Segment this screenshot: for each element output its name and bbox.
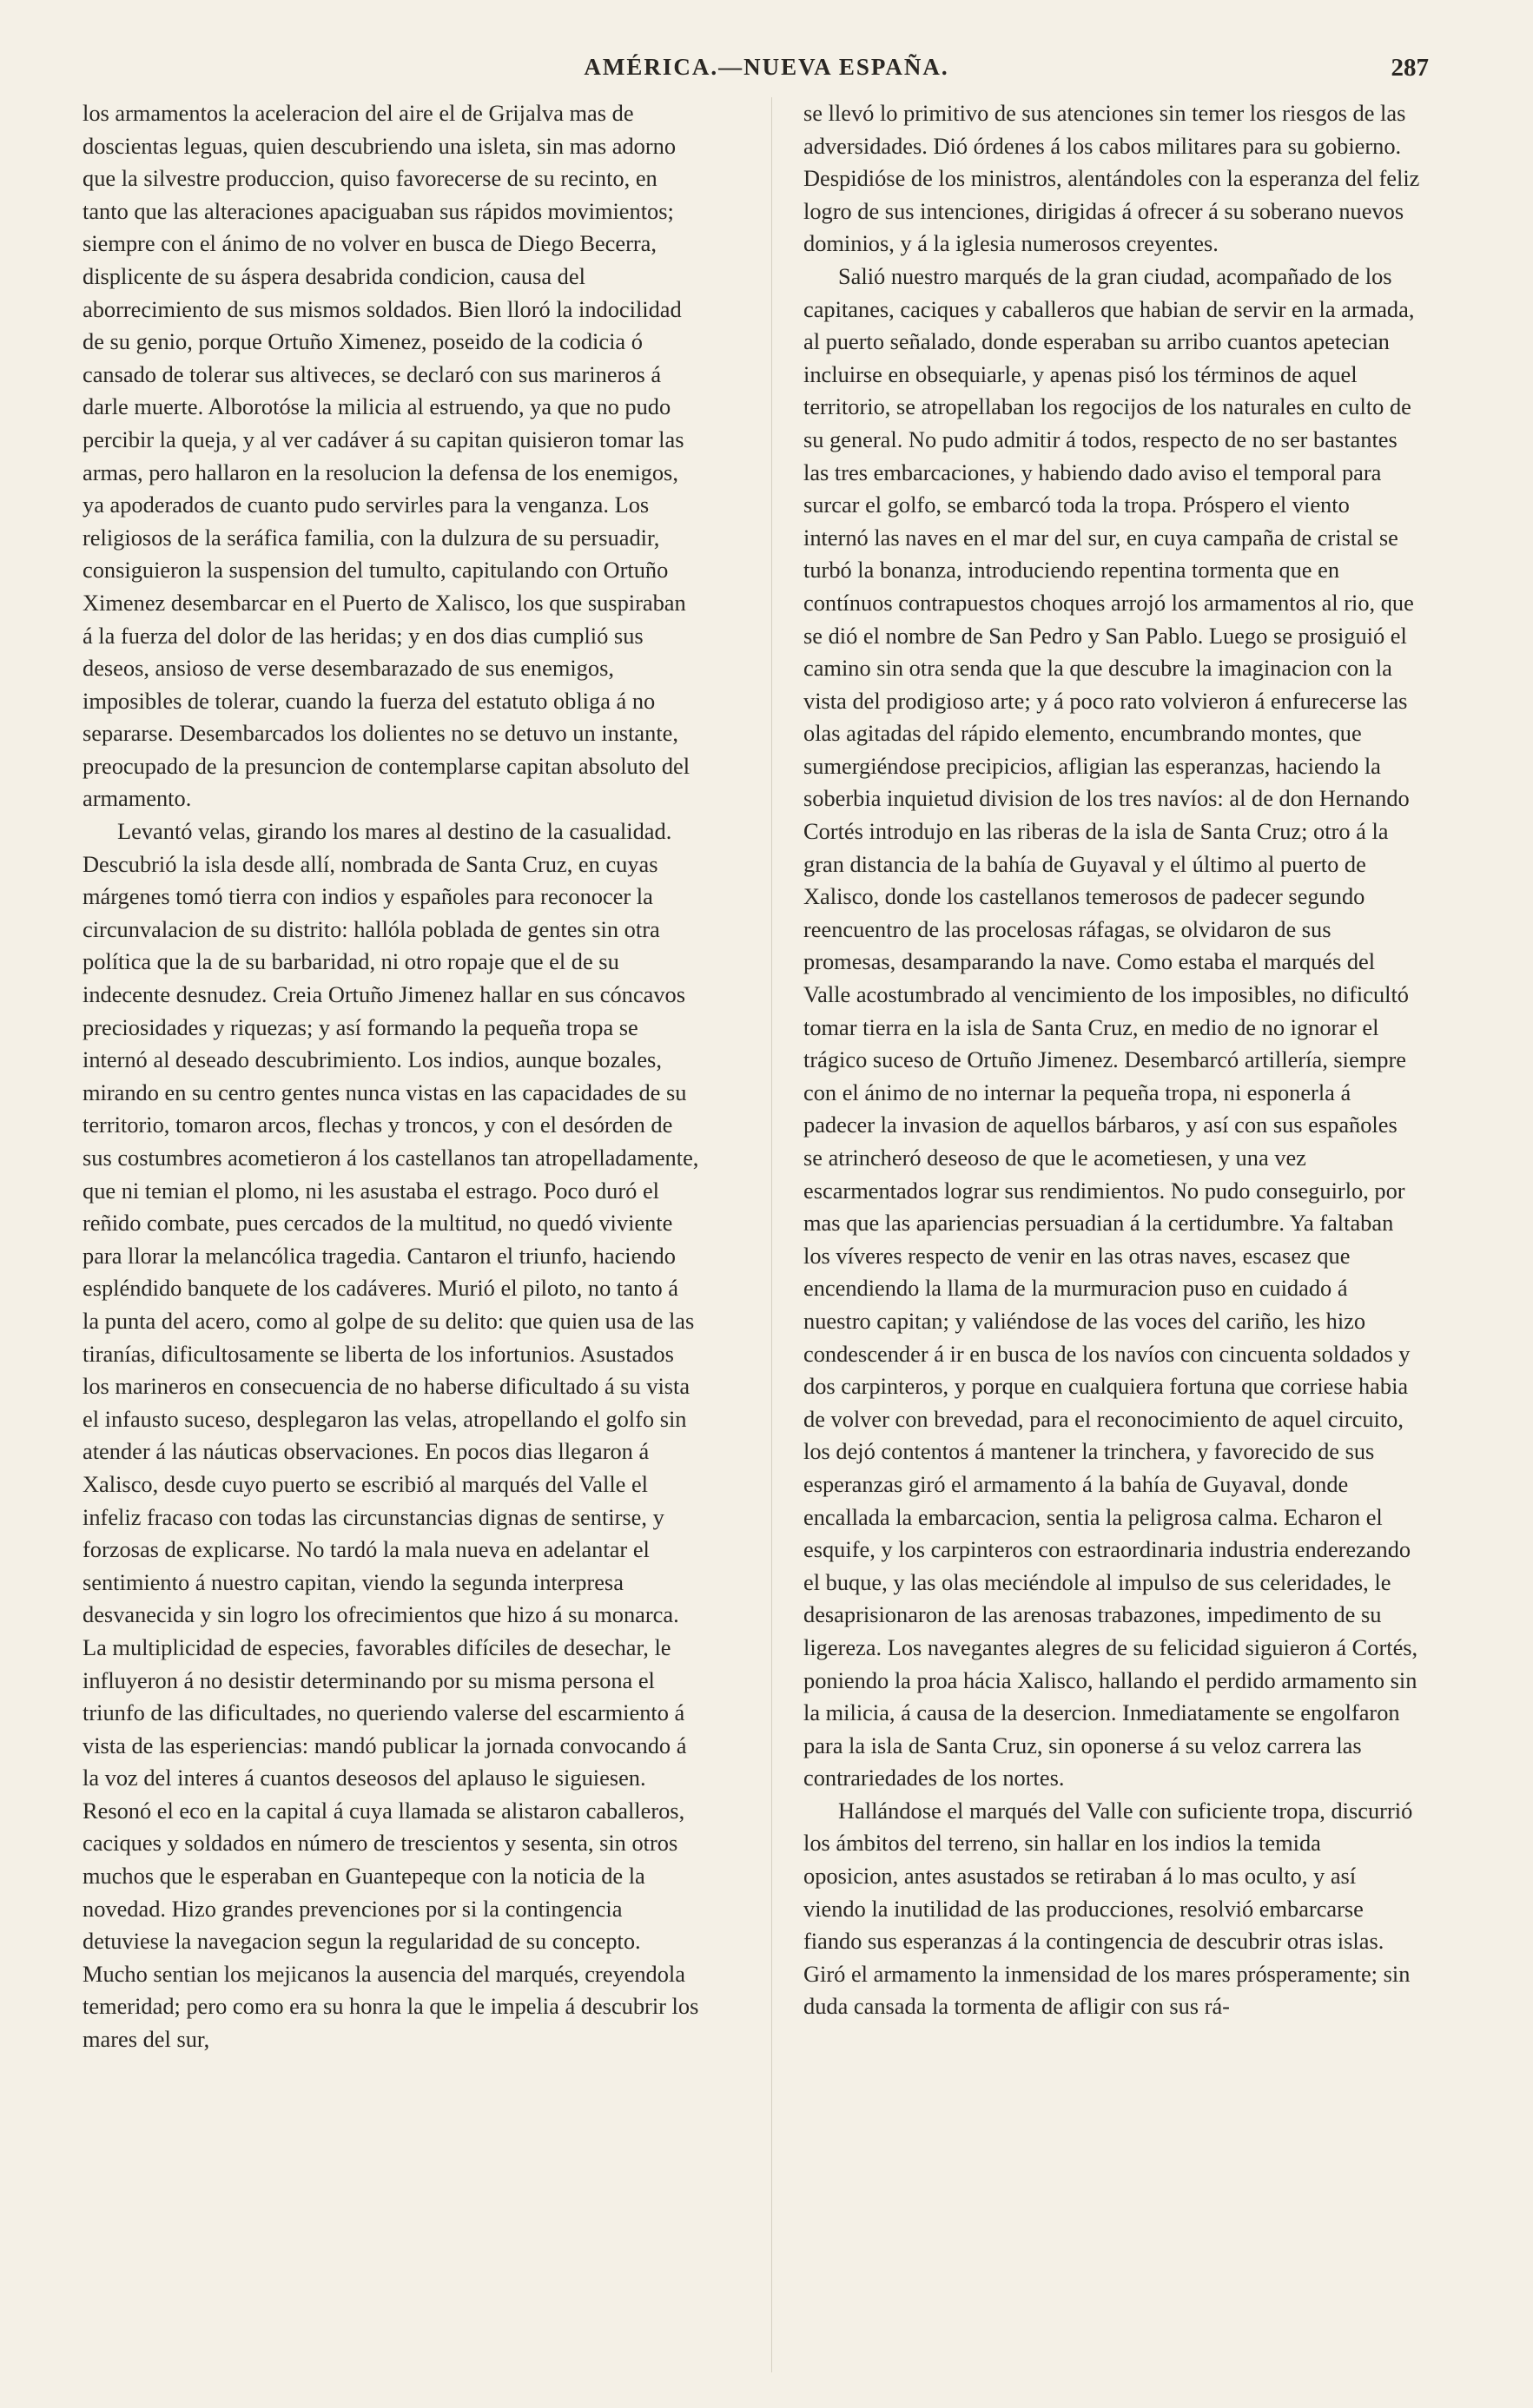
left-column — [83, 97, 699, 2056]
paragraph-text: Salió nuestro marqués de la gran ciudad, acompañado de los capitanes, caciques y caballeros que habian de servir en la armada, al puerto señalado, donde esperaban su arribo cuantos apetecian incluirse en obsequiarle, y apenas pisó los términos de aquel territorio, se atropellaban los regocijos de los naturales en culto de su general. No pudo admitir á todos, respecto de no ser bastantes las tres embarcaciones, y habiendo dado aviso el temporal para surcar el golfo, se embarcó toda la tropa. Próspero el viento internó las naves en el mar del sur, en cuya campaña de cristal se turbó la bonanza, introduciendo repentina tormenta que en contínuos contrapuestos choques arrojó los armamentos al rio, que se dió el nombre de San Pedro y San Pablo. Luego se prosiguió el camino sin otra senda que la que descubre la imaginacion con la vista del prodigioso arte; y á poco rato volvieron á enfurecerse las olas agitadas del rápido elemento, encumbrando montes, que sumergiéndose precipicios, afligian las esperanzas, haciendo la soberbia inquietud division de los tres navíos: al de don Hernando Cortés introdujo en las riberas de la isla de Santa Cruz; otro á la gran distancia de la bahía de Guyaval y el último al puerto de Xalisco, donde los castellanos temerosos de padecer segundo reencuentro de las procelosas ráfagas, se olvidaron de sus promesas, desamparando la nave. Como estaba el marqués del Valle acostumbrado al vencimiento de los imposibles, no dificultó tomar tierra en la isla de Santa Cruz, en medio de no ignorar el trágico suceso de Ortuño Jimenez. Desembarcó artillería, siempre con el ánimo de no internar la pequeña tropa, ni esponerla á padecer la invasion de aquellos bárbaros, y así con sus españoles se atrincheró deseoso de que le acometiesen, y una vez escarmentados lograr sus rendimientos. No pudo conseguirlo, por mas que las apariencias persuadian á la certidumbre. Ya faltaban los víveres respecto de venir en las otras naves, escasez que encendiendo la llama de la murmuracion puso en cuidado á nuestro capitan; y valiéndose de las voces del cariño, les hizo condescender á ir en busca de los navíos con cincuenta soldados y dos carpinteros, y porque en cualquiera fortuna que corriese habia de volver con brevedad, para el reconocimiento de aquel circuito, los dejó contentos á mantener la trinchera, y favorecido de sus esperanzas giró el armamento á la bahía de Guyaval, donde encallada la embarcacion, sentia la peligrosa calma. Echaron el esquife, y los carpinteros con estraordinaria industria enderezando el buque, y las olas meciéndole al impulso de sus celeridades, le desaprisionaron de las arenosas trabazones, impedimento de su ligereza. Los navegantes alegres de su felicidad siguieron á Cortés, poniendo la proa hácia Xalisco, hallando el perdido armamento sin la milicia, á causa de la desercion. Inmediatamente se engolfaron para la isla de Santa Cruz, sin oponerse á su veloz carrera las contrariedades de los nortes. — [803, 262, 1418, 1791]
column-gutter — [771, 97, 772, 2372]
paragraph — [83, 815, 699, 2056]
paragraph-text: los armamentos la aceleracion del aire el de Grijalva mas de doscientas leguas, quien descubriendo una isleta, sin mas adorno que la silvestre produccion, quiso favorecerse de su recinto, en tanto que las alteraciones apaciguaban sus rápidos movimientos; siempre con el ánimo de no volver en busca de Diego Becerra, displicente de su áspera desabrida condicion, causa del aborrecimiento de sus mismos soldados. Bien lloró la indocilidad de su genio, porque Ortuño Ximenez, poseido de la codicia ó cansado de tolerar sus altiveces, se declaró con sus marineros á darle muerte. Alborotóse la milicia al estruendo, ya que no pudo percibir la queja, y al ver cadáver á su capitan quisieron tomar las armas, pero hallaron en la resolucion la defensa de los enemigos, ya apoderados de cuanto pudo servirles para la venganza. Los religiosos de la seráfica familia, con la dulzura de su persuadir, consiguieron la suspension del tumulto, capitulando con Ortuño Ximenez desembarcar en el Puerto de Xalisco, los que suspiraban á la fuerza del dolor de las heridas; y en dos dias cumplió sus deseos, ansioso de verse desembarazado de sus enemigos, imposibles de tolerar, cuando la fuerza del estatuto obliga á no separarse. Desembarcados los dolientes no se detuvo un instante, preocupado de la presuncion de contemplarse capitan absoluto del armamento. — [83, 100, 691, 812]
right-column — [803, 97, 1420, 2023]
paragraph-text: Hallándose el marqués del Valle con suficiente tropa, discurrió los ámbitos del terreno, sin hallar en los indios la temida oposicion, antes asustados se retiraban á lo mas oculto, y así viendo la inutilidad de las producciones, resolvió embarcarse fiando sus esperanzas á la contingencia de descubrir otras islas. Giró el armamento la inmensidad de los mares prósperamente; sin duda cansada la tormenta de afligir con sus rá- — [803, 1797, 1413, 2020]
page-header — [104, 54, 1429, 89]
paragraph — [803, 1795, 1420, 2023]
page-number: 287 — [1391, 54, 1429, 82]
paragraph-text: se llevó lo primitivo de sus atenciones sin temer los riesgos de las adversidades. Dió órdenes á los cabos militares para su gobierno. Despidióse de los ministros, alentándoles con la esperanza del feliz logro de sus intenciones, dirigidas á ofrecer á su soberano nuevos dominios, y á la iglesia numerosos creyentes. — [803, 100, 1420, 257]
paragraph — [803, 97, 1420, 261]
running-title: AMÉRICA.—NUEVA ESPAÑA. — [584, 54, 949, 80]
paragraph — [83, 97, 699, 815]
paragraph-text: Levantó velas, girando los mares al destino de la casualidad. Descubrió la isla desde allí, nombrada de Santa Cruz, en cuyas márgenes tomó tierra con indios y españoles para reconocer la circunvalacion de su distrito: hallóla poblada de gentes sin otra política que la de su barbaridad, ni otro ropaje que el de su indecente desnudez. Creia Ortuño Jimenez hallar en sus cóncavos preciosidades y riquezas; y así formando la pequeña tropa se internó al deseado descubrimiento. Los indios, aunque bozales, mirando en su centro gentes nunca vistas en las capacidades de su territorio, tomaron arcos, flechas y troncos, y con el desórden de sus costumbres acometieron á los castellanos tan atropelladamente, que ni temian el plomo, ni les asustaba el estrago. Poco duró el reñido combate, pues cercados de la multitud, no quedó viviente para llorar la melancólica tragedia. Cantaron el triunfo, haciendo espléndido banquete de los cadáveres. Murió el piloto, no tanto á la punta del acero, como al golpe de su delito: que quien usa de las tiranías, dificultosamente se liberta de los infortunios. Asustados los marineros en consecuencia de no haberse dificultado á su vista el infausto suceso, desplegaron las velas, atropellando el golfo sin atender á las náuticas observaciones. En pocos dias llegaron á Xalisco, desde cuyo puerto se escribió al marqués del Valle el infeliz fracaso con todas las circunstancias dignas de sentirse, y forzosas de explicarse. No tardó la mala nueva en adelantar el sentimiento á nuestro capitan, viendo la segunda interpresa desvanecida y sin logro los ofrecimientos que hizo á su monarca. La multiplicidad de especies, favorables difíciles de desechar, le influyeron á no desistir determinando por su misma persona el triunfo de las dificultades, no queriendo valerse del escarmiento á vista de las esperiencias: mandó publicar la jornada convocando á la voz del interes á cuantos deseosos del aplauso le siguiesen. Resonó el eco en la capital á cuya llamada se alistaron caballeros, caciques y soldados en número de trescientos y sesenta, sin otros muchos que le esperaban en Guantepeque con la noticia de la novedad. Hizo grandes prevenciones por si la contingencia detuviese la navegacion segun la regularidad de su concepto. Mucho sentian los mejicanos la ausencia del marqués, creyendola temeridad; pero como era su honra la que le impelia á descubrir los mares del sur, — [83, 818, 699, 2053]
paragraph — [803, 261, 1420, 1795]
